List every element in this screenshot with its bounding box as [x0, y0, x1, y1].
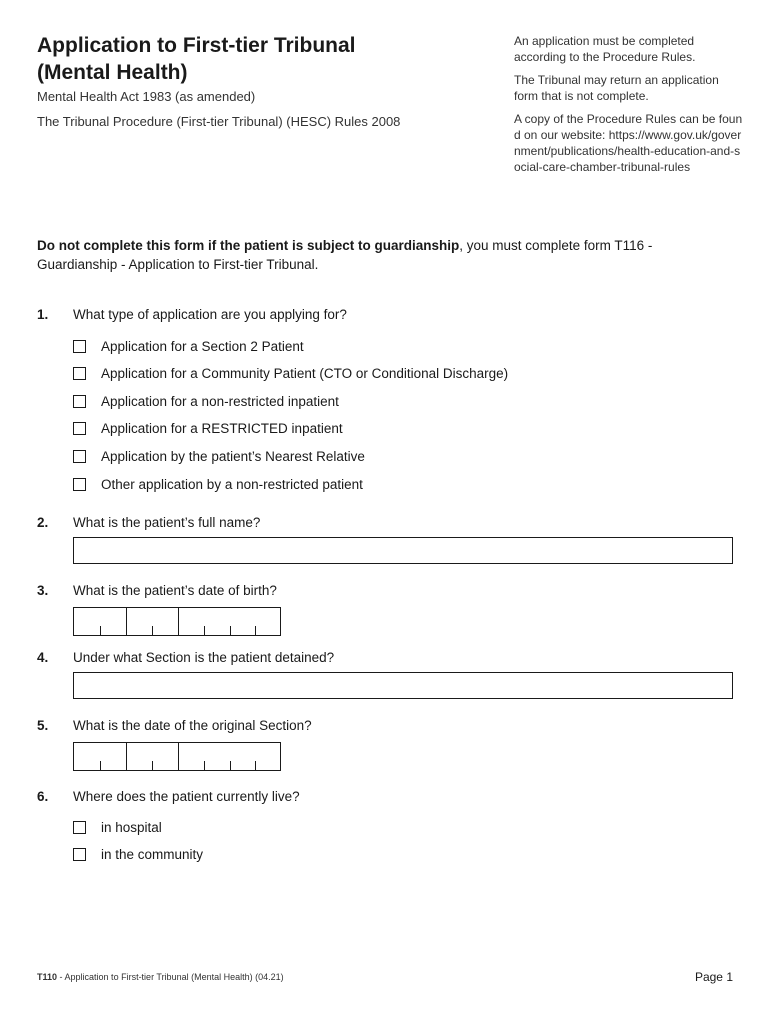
q1-option-non-restricted[interactable] [73, 392, 339, 410]
title-line-1: Application to First-tier Tribunal [37, 34, 356, 57]
section-date-day[interactable] [74, 743, 126, 770]
checkbox[interactable] [73, 478, 86, 491]
checkbox[interactable] [73, 340, 86, 353]
q6-number: 6. [37, 789, 49, 804]
warning-rest: , you must complete form T116 - Guardianship - Application to First-tier Tribunal. [37, 238, 653, 272]
note-website: A copy of the Procedure Rules can be found on our website: https://www.gov.uk/government/publications/health-education-and-social-care-chamber-tribunal-rules [514, 112, 743, 174]
title-line-2: (Mental Health) [37, 61, 188, 84]
checkbox[interactable] [73, 395, 86, 408]
q3-number: 3. [37, 583, 49, 598]
checkbox[interactable] [73, 367, 86, 380]
option-label: in hospital [101, 819, 162, 835]
warning-bold: Do not complete this form if the patient is subject to guardianship [37, 238, 460, 253]
option-label: Other application by a non-restricted patient [101, 476, 363, 492]
form-footer-text: - Application to First-tier Tribunal (Mental Health) (04.21) [57, 972, 284, 982]
note-return: The Tribunal may return an application form that is not complete. [514, 73, 719, 103]
checkbox[interactable] [73, 450, 86, 463]
rules-subtitle: The Tribunal Procedure (First-tier Tribunal) (HESC) Rules 2008 [37, 114, 401, 129]
q5-text: What is the date of the original Section? [73, 718, 312, 733]
dob-month[interactable] [126, 608, 178, 635]
option-label: Application for a non-restricted inpatient [101, 393, 339, 409]
original-section-date-field[interactable] [73, 742, 281, 771]
dob-day[interactable] [74, 608, 126, 635]
checkbox[interactable] [73, 821, 86, 834]
q4-text: Under what Section is the patient detained? [73, 650, 335, 665]
q1-option-restricted[interactable] [73, 419, 343, 437]
q1-option-other[interactable] [73, 475, 363, 493]
q1-text: What type of application are you applying for? [73, 307, 347, 322]
q2-number: 2. [37, 515, 49, 530]
page-title [37, 32, 457, 86]
q2-text: What is the patient’s full name? [73, 515, 261, 530]
full-name-field[interactable] [73, 537, 733, 564]
checkbox[interactable] [73, 848, 86, 861]
q1-number: 1. [37, 307, 49, 322]
option-label: in the community [101, 846, 204, 862]
dob-year[interactable] [178, 608, 280, 635]
guardianship-warning [37, 236, 727, 274]
section-date-year[interactable] [178, 743, 280, 770]
q3-text: What is the patient’s date of birth? [73, 583, 277, 598]
q1-option-nearest-relative[interactable] [73, 447, 365, 465]
q1-option-community[interactable] [73, 364, 508, 382]
q6-option-hospital[interactable] [73, 818, 162, 836]
act-subtitle: Mental Health Act 1983 (as amended) [37, 89, 256, 104]
checkbox[interactable] [73, 422, 86, 435]
q5-number: 5. [37, 718, 49, 733]
page-number: Page 1 [694, 970, 733, 984]
q6-text: Where does the patient currently live? [73, 789, 300, 804]
q1-option-section2[interactable] [73, 337, 304, 355]
option-label: Application for a Section 2 Patient [101, 338, 304, 354]
form-code: T110 [37, 972, 58, 982]
form-footer [37, 972, 284, 982]
section-date-month[interactable] [126, 743, 178, 770]
date-of-birth-field[interactable] [73, 607, 281, 636]
section-detained-field[interactable] [73, 672, 733, 699]
note-procedure: An application must be completed according to the Procedure Rules. [514, 34, 696, 64]
q6-option-community[interactable] [73, 845, 203, 863]
option-label: Application for a RESTRICTED inpatient [101, 420, 343, 436]
option-label: Application for a Community Patient (CTO or Conditional Discharge) [101, 365, 509, 381]
q4-number: 4. [37, 650, 49, 665]
option-label: Application by the patient’s Nearest Relative [101, 448, 365, 464]
